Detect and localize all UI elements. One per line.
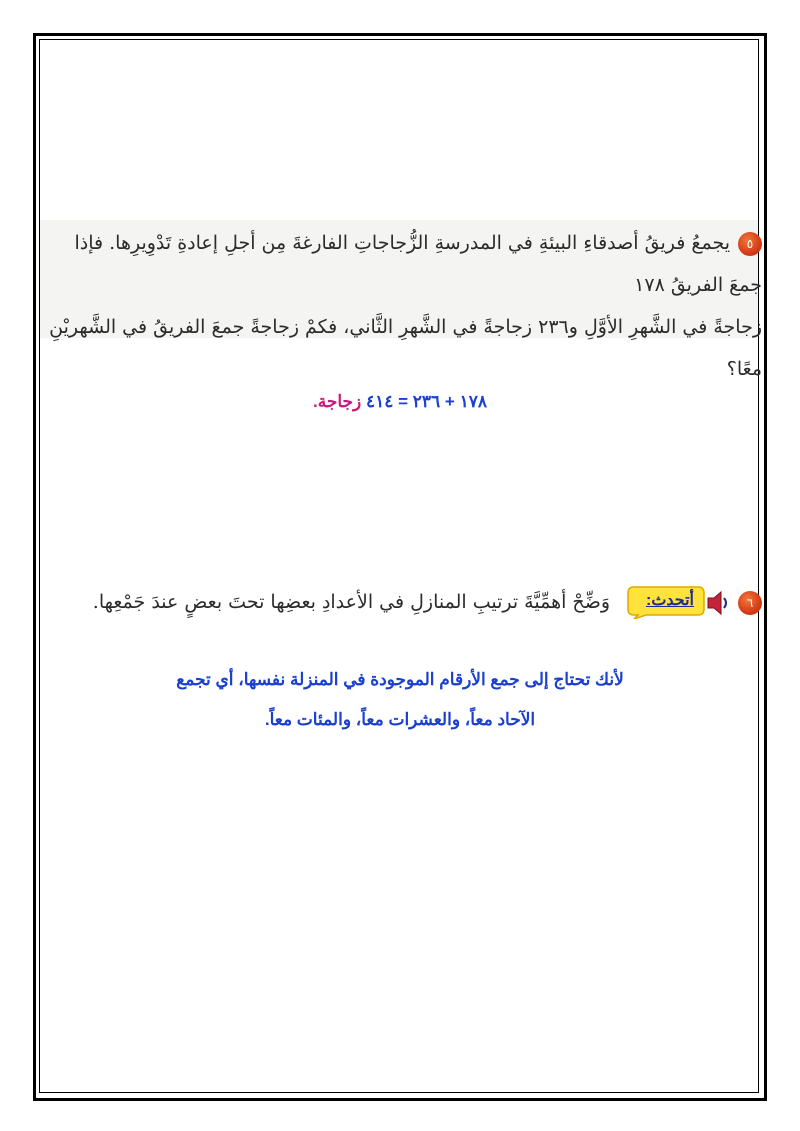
question-5	[37, 222, 762, 390]
talk-label: أتحدث:	[645, 592, 694, 609]
talk-prompt	[620, 583, 730, 623]
answer-6-line-1: لأنك تحتاج إلى جمع الأرقام الموجودة في المنزلة نفسها، أي تجمع	[176, 670, 624, 689]
answer-5	[0, 392, 800, 412]
answer-5-unit: زجاجة.	[313, 392, 362, 411]
answer-6	[0, 660, 800, 740]
question-5-line-1	[37, 222, 762, 306]
question-number-badge: ٥	[738, 232, 762, 256]
answer-6-line-2: الآحاد معاً، والعشرات معاً، والمئات معاً.	[264, 710, 536, 729]
question-6	[37, 582, 762, 623]
page-border-inner	[39, 39, 759, 1093]
question-6-text: وَضِّحْ أهمِّيَّةَ ترتيبِ المنازلِ في الأعدادِ بعضِها تحتَ بعضٍ عندَ جَمْعِها.	[92, 591, 610, 613]
answer-5-equation: ١٧٨ + ٢٣٦ = ٤١٤	[366, 392, 487, 411]
question-number-badge: ٦	[738, 591, 762, 615]
speaker-icon	[704, 589, 730, 617]
question-5-text-line-2: زجاجةً في الشَّهرِ الأوَّلِ و٢٣٦ زجاجةً في الشَّهرِ الثَّاني، فكمْ زجاجةً جمعَ الفريقُ في الشَّهريْنِ معًا؟	[49, 316, 762, 380]
question-5-text-line-1: يجمعُ فريقُ أصدقاءِ البيئةِ في المدرسةِ الزُّجاجاتِ الفارغةَ مِن أجلِ إعادةِ تَدْوِيرِها. فإذا جمعَ الفريقُ ١٧٨	[74, 232, 762, 296]
